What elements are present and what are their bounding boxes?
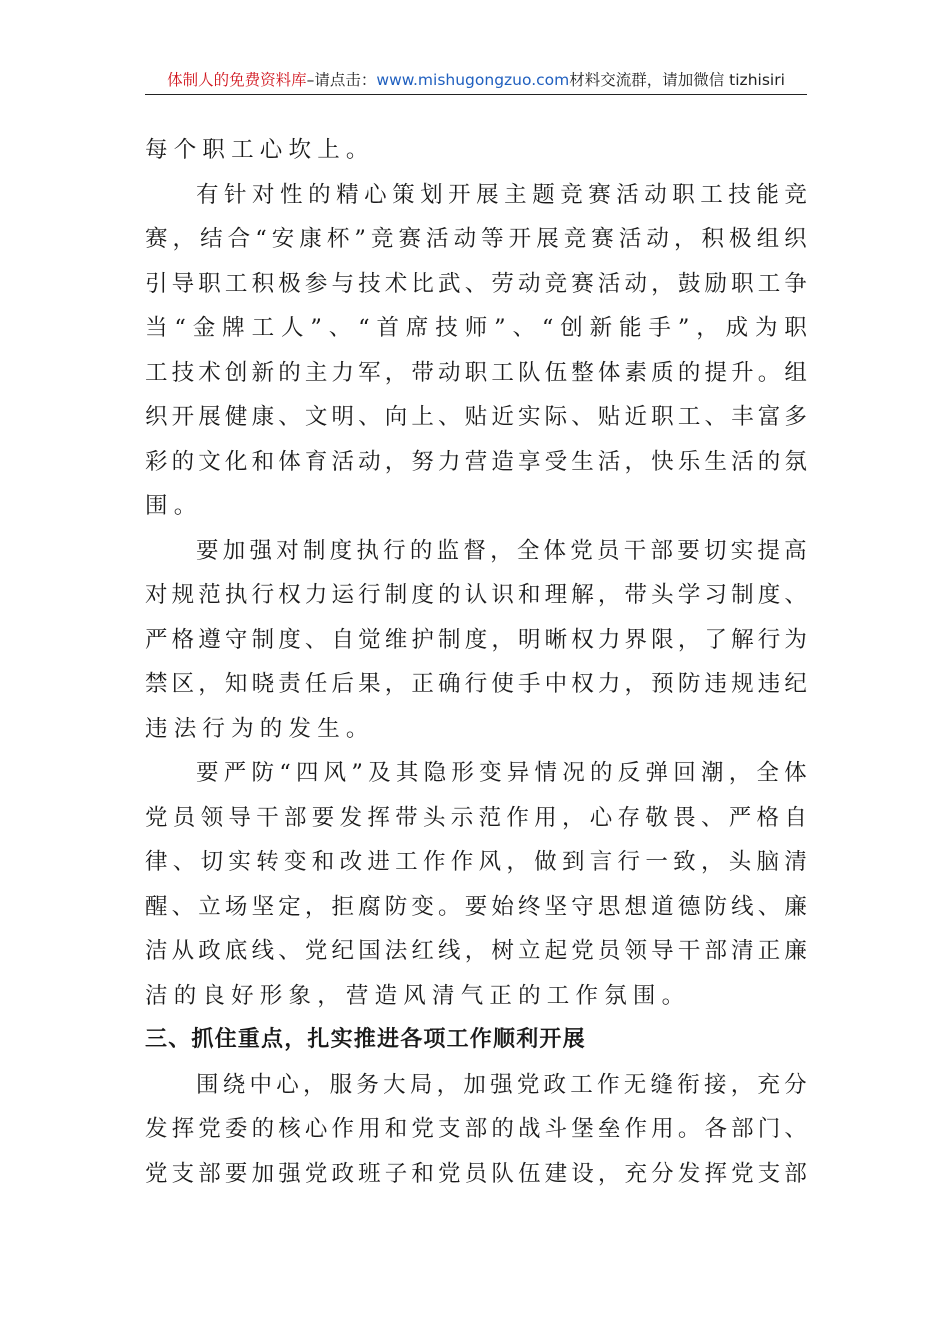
page-header: [145, 66, 807, 95]
section-heading: 三、抓住重点，扎实推进各项工作顺利开展: [145, 1027, 586, 1052]
paragraph-line: 织 开 展 健 康 、 文 明 、 向 上 、 贴 近 实 际 、 贴 近 职 工 、 丰 富 多: [145, 404, 807, 430]
paragraph-line: 党 支 部 要 加 强 党 政 班 子 和 党 员 队 伍 建 设 ， 充 分 发 挥 党 支 部: [145, 1160, 807, 1187]
paragraph-line: 工 技 术 创 新 的 主 力 军 ， 带 动 职 工 队 伍 整 体 素 质 的 提 升 。 组: [145, 359, 807, 386]
paragraph-line: 对 规 范 执 行 权 力 运 行 制 度 的 认 识 和 理 解 ， 带 头 学 习 制 度 、: [145, 582, 807, 608]
paragraph-line: 律 、 切 实 转 变 和 改 进 工 作 作 风 ， 做 到 言 行 一 致 ， 头 脑 清: [145, 849, 807, 875]
header-contact-info: 材料交流群，请加微信 tizhisiri: [569, 71, 785, 89]
paragraph-line: 违法行为的发生。: [145, 715, 375, 742]
paragraph-line: 发 挥 党 委 的 核 心 作 用 和 党 支 部 的 战 斗 堡 垒 作 用 。 各 部 门 、: [145, 1116, 807, 1142]
paragraph-line: 每个职工心坎上。: [145, 137, 375, 163]
header-library-name[interactable]: 体制人的免费资料库: [167, 71, 307, 89]
paragraph-line: 洁的良好形象，营造风清气正的工作氛围。: [145, 982, 691, 1009]
paragraph-line: 严 格 遵 守 制 度 、 自 觉 维 护 制 度 ， 明 晰 权 力 界 限 ， 了 解 行 为: [145, 626, 807, 653]
paragraph-line: 有 针 对 性 的 精 心 策 划 开 展 主 题 竞 赛 活 动 职 工 技 能 竞: [196, 181, 807, 208]
paragraph-line: 党 员 领 导 干 部 要 发 挥 带 头 示 范 作 用 ， 心 存 敬 畏 、 严 格 自: [145, 804, 807, 831]
paragraph-line: 醒 、 立 场 坚 定 ， 拒 腐 防 变 。 要 始 终 坚 守 思 想 道 德 防 线 、 廉: [145, 893, 807, 920]
header-click-prompt: –请点击：: [306, 71, 377, 89]
document-body: [145, 128, 807, 1196]
paragraph-line: 彩 的 文 化 和 体 育 活 动 ， 努 力 营 造 享 受 生 活 ， 快 乐 生 活 的 氛: [145, 448, 807, 475]
header-website-link[interactable]: www.mishugongzuo.com: [376, 71, 570, 89]
paragraph-line: 围 绕 中 心 ， 服 务 大 局 ， 加 强 党 政 工 作 无 缝 衔 接 ， 充 分: [196, 1071, 807, 1098]
paragraph-line: 要 严 防 “ 四 风 ” 及 其 隐 形 变 异 情 况 的 反 弹 回 潮 ， 全 体: [196, 760, 807, 786]
paragraph-line: 围。: [145, 493, 203, 519]
paragraph-line: 洁 从 政 底 线 、 党 纪 国 法 红 线 ， 树 立 起 党 员 领 导 干 部 清 正 廉: [145, 938, 807, 964]
paragraph-line: 赛 ， 结 合 “ 安 康 杯 ” 竞 赛 活 动 等 开 展 竞 赛 活 动 ， 积 极 组 织: [145, 226, 807, 252]
paragraph-line: 禁 区 ， 知 晓 责 任 后 果 ， 正 确 行 使 手 中 权 力 ， 预 防 违 规 违 纪: [145, 671, 807, 697]
paragraph-line: 要 加 强 对 制 度 执 行 的 监 督 ， 全 体 党 员 干 部 要 切 实 提 高: [196, 537, 807, 564]
paragraph-line: 当 “ 金 牌 工 人 ” 、 “ 首 席 技 师 ” 、 “ 创 新 能 手 ” ， 成 为 职: [145, 315, 807, 341]
paragraph-line: 引 导 职 工 积 极 参 与 技 术 比 武 、 劳 动 竞 赛 活 动 ， 鼓 励 职 工 争: [145, 270, 807, 297]
